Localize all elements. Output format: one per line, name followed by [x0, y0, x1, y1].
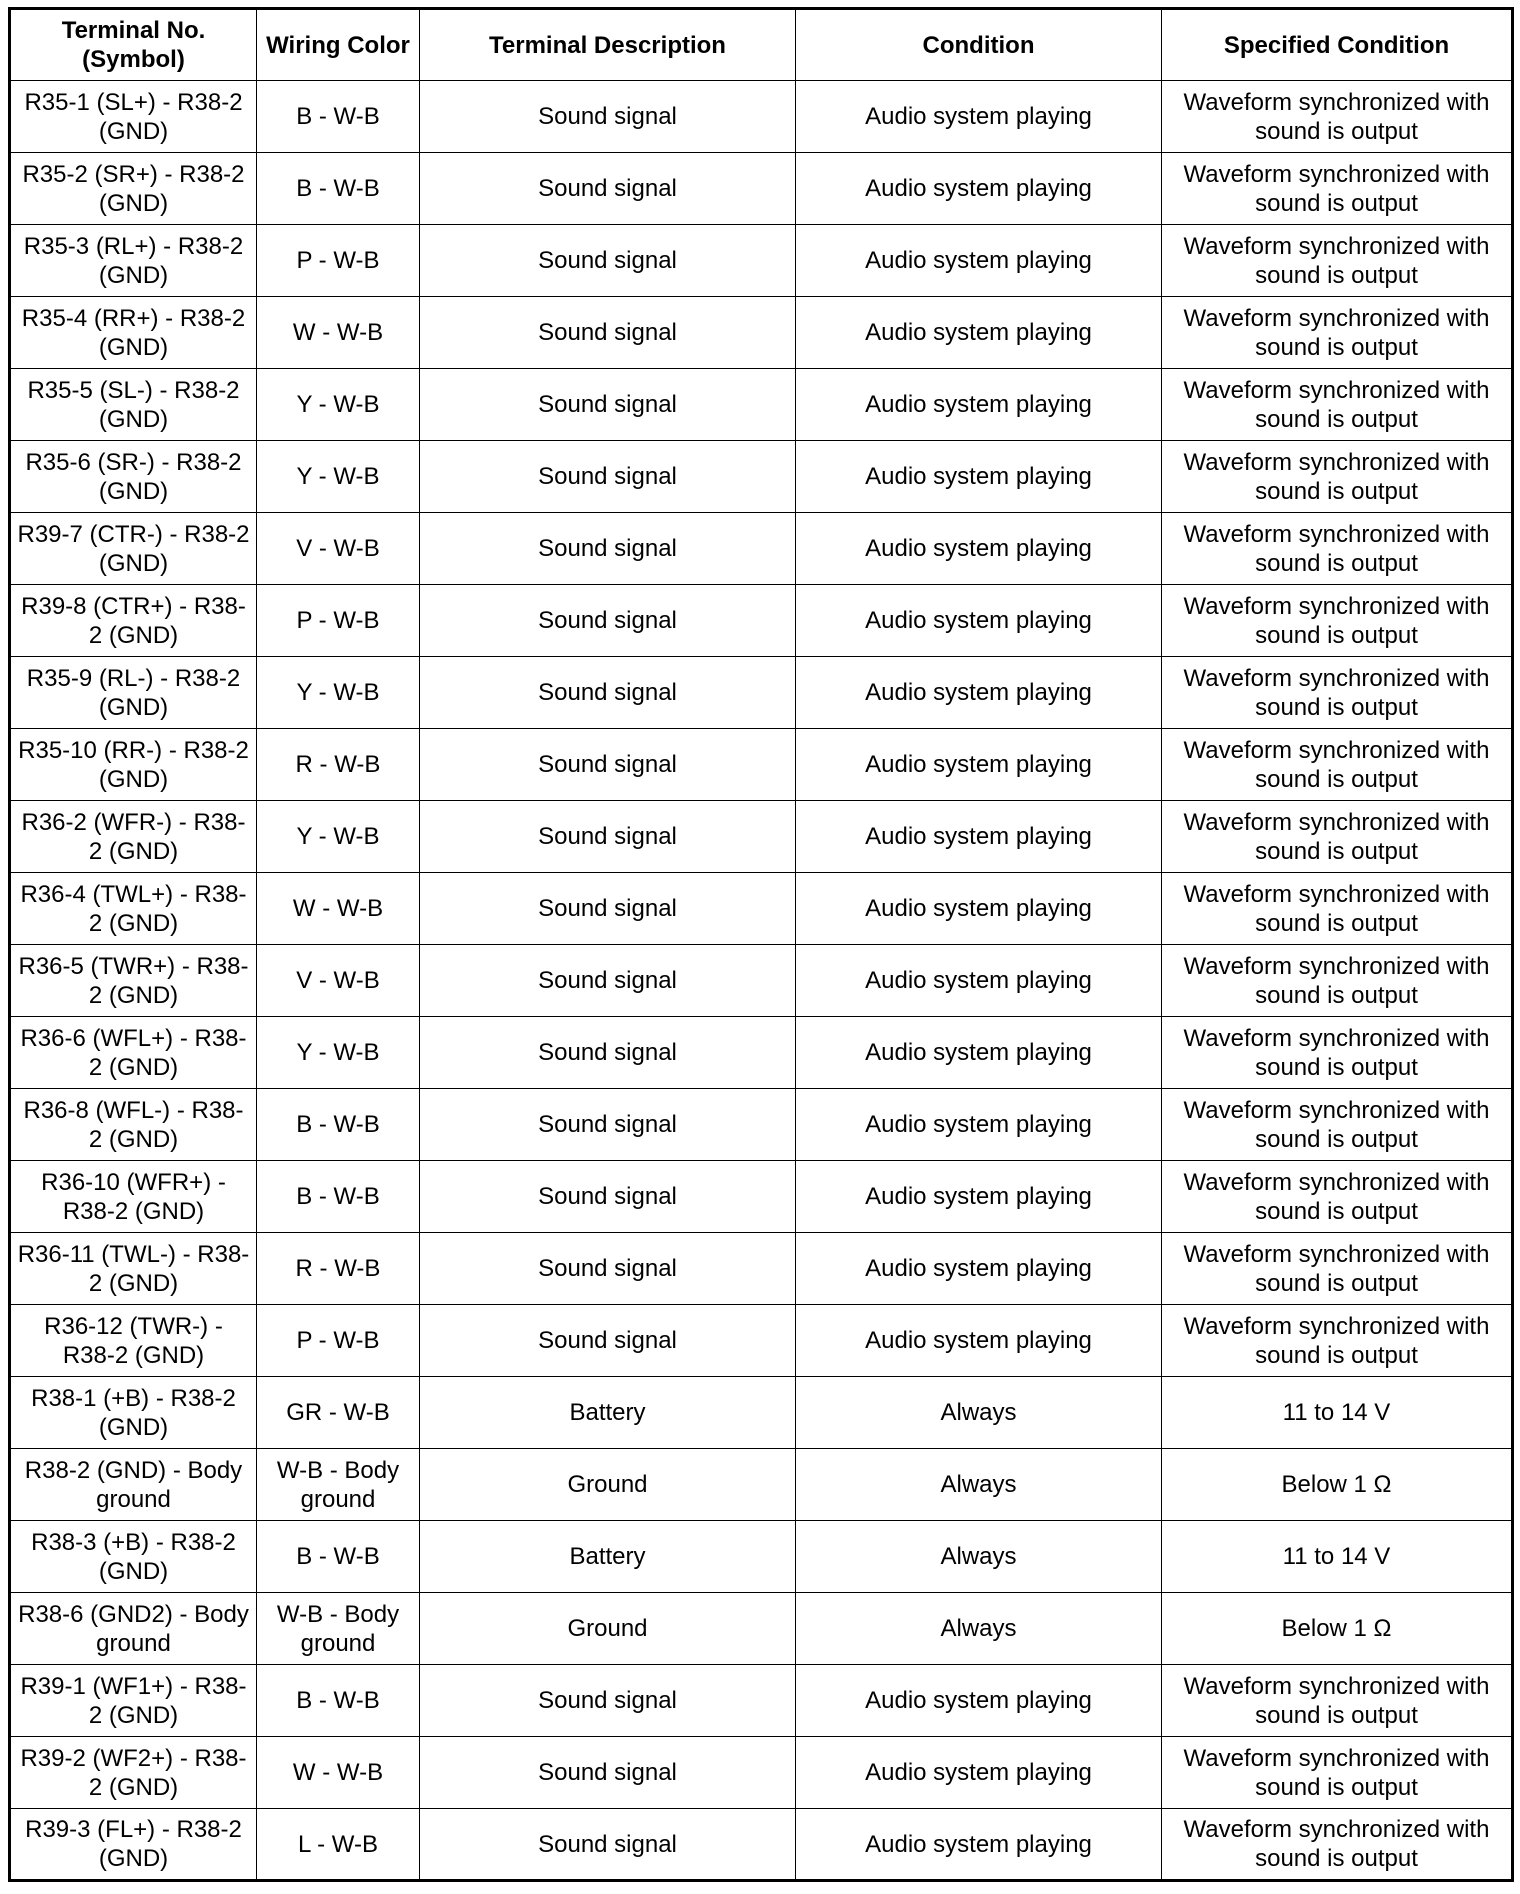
condition-cell: Audio system playing [796, 729, 1162, 801]
specified-condition-cell: Waveform synchronized with sound is output [1162, 1665, 1513, 1737]
condition-cell: Always [796, 1377, 1162, 1449]
wiring-color-cell: B - W-B [257, 1665, 420, 1737]
table-row [10, 585, 1513, 657]
condition-cell: Audio system playing [796, 513, 1162, 585]
specified-condition-cell: Waveform synchronized with sound is output [1162, 1809, 1513, 1881]
specified-condition-cell: Waveform synchronized with sound is output [1162, 873, 1513, 945]
terminal-description-cell: Sound signal [420, 297, 796, 369]
specified-condition-cell: Waveform synchronized with sound is output [1162, 945, 1513, 1017]
condition-cell: Audio system playing [796, 1809, 1162, 1881]
table-row [10, 1233, 1513, 1305]
specified-condition-cell: Below 1 Ω [1162, 1449, 1513, 1521]
terminal-no-cell: R35-2 (SR+) - R38-2 (GND) [10, 153, 257, 225]
terminal-description-cell: Sound signal [420, 945, 796, 1017]
wiring-color-cell: P - W-B [257, 225, 420, 297]
terminal-description-cell: Sound signal [420, 1809, 796, 1881]
condition-cell: Audio system playing [796, 873, 1162, 945]
terminal-description-cell: Battery [420, 1521, 796, 1593]
terminal-no-cell: R35-1 (SL+) - R38-2 (GND) [10, 81, 257, 153]
terminal-no-cell: R35-5 (SL-) - R38-2 (GND) [10, 369, 257, 441]
table-row [10, 1737, 1513, 1809]
terminal-no-cell: R38-2 (GND) - Body ground [10, 1449, 257, 1521]
terminal-no-cell: R36-10 (WFR+) - R38-2 (GND) [10, 1161, 257, 1233]
specified-condition-cell: Waveform synchronized with sound is output [1162, 585, 1513, 657]
terminal-no-cell: R39-7 (CTR-) - R38-2 (GND) [10, 513, 257, 585]
terminal-description-cell: Sound signal [420, 513, 796, 585]
terminal-description-cell: Ground [420, 1593, 796, 1665]
condition-cell: Audio system playing [796, 945, 1162, 1017]
condition-cell: Audio system playing [796, 1665, 1162, 1737]
specified-condition-cell: Waveform synchronized with sound is output [1162, 1233, 1513, 1305]
wiring-color-cell: Y - W-B [257, 1017, 420, 1089]
terminal-no-cell: R35-6 (SR-) - R38-2 (GND) [10, 441, 257, 513]
wiring-color-cell: R - W-B [257, 729, 420, 801]
terminal-no-cell: R39-2 (WF2+) - R38-2 (GND) [10, 1737, 257, 1809]
wiring-color-cell: W - W-B [257, 873, 420, 945]
table-row [10, 945, 1513, 1017]
terminal-description-cell: Sound signal [420, 873, 796, 945]
table-row [10, 729, 1513, 801]
terminal-no-cell: R36-8 (WFL-) - R38-2 (GND) [10, 1089, 257, 1161]
wiring-color-cell: Y - W-B [257, 657, 420, 729]
specified-condition-cell: Waveform synchronized with sound is output [1162, 369, 1513, 441]
terminal-description-cell: Sound signal [420, 729, 796, 801]
specified-condition-cell: 11 to 14 V [1162, 1377, 1513, 1449]
specified-condition-cell: Waveform synchronized with sound is output [1162, 1737, 1513, 1809]
header-wiring-color: Wiring Color [257, 9, 420, 81]
terminal-no-cell: R36-4 (TWL+) - R38-2 (GND) [10, 873, 257, 945]
table-row [10, 1305, 1513, 1377]
table-row [10, 1809, 1513, 1881]
condition-cell: Audio system playing [796, 369, 1162, 441]
table-row [10, 873, 1513, 945]
specified-condition-cell: Waveform synchronized with sound is output [1162, 729, 1513, 801]
table-row [10, 441, 1513, 513]
table-row [10, 1161, 1513, 1233]
terminal-no-cell: R36-12 (TWR-) - R38-2 (GND) [10, 1305, 257, 1377]
table-row [10, 1089, 1513, 1161]
terminal-no-cell: R35-3 (RL+) - R38-2 (GND) [10, 225, 257, 297]
table-row [10, 513, 1513, 585]
condition-cell: Audio system playing [796, 1305, 1162, 1377]
specified-condition-cell: Waveform synchronized with sound is output [1162, 657, 1513, 729]
header-terminal-no: Terminal No. (Symbol) [10, 9, 257, 81]
wiring-color-cell: GR - W-B [257, 1377, 420, 1449]
terminal-no-cell: R39-3 (FL+) - R38-2 (GND) [10, 1809, 257, 1881]
terminal-no-cell: R38-3 (+B) - R38-2 (GND) [10, 1521, 257, 1593]
table-row [10, 1377, 1513, 1449]
wiring-color-cell: Y - W-B [257, 441, 420, 513]
wiring-color-cell: B - W-B [257, 1161, 420, 1233]
specified-condition-cell: Below 1 Ω [1162, 1593, 1513, 1665]
terminal-no-cell: R38-6 (GND2) - Body ground [10, 1593, 257, 1665]
terminal-description-cell: Ground [420, 1449, 796, 1521]
condition-cell: Audio system playing [796, 81, 1162, 153]
wiring-color-cell: W - W-B [257, 1737, 420, 1809]
specified-condition-cell: Waveform synchronized with sound is output [1162, 153, 1513, 225]
wiring-color-cell: V - W-B [257, 513, 420, 585]
terminal-description-cell: Sound signal [420, 441, 796, 513]
terminal-no-cell: R38-1 (+B) - R38-2 (GND) [10, 1377, 257, 1449]
terminal-description-cell: Sound signal [420, 369, 796, 441]
specified-condition-cell: Waveform synchronized with sound is output [1162, 1161, 1513, 1233]
table-row [10, 1593, 1513, 1665]
terminal-description-cell: Sound signal [420, 153, 796, 225]
specified-condition-cell: 11 to 14 V [1162, 1521, 1513, 1593]
terminal-no-cell: R36-2 (WFR-) - R38-2 (GND) [10, 801, 257, 873]
specified-condition-cell: Waveform synchronized with sound is output [1162, 81, 1513, 153]
wiring-color-cell: B - W-B [257, 81, 420, 153]
terminal-description-cell: Sound signal [420, 1017, 796, 1089]
terminal-description-cell: Sound signal [420, 1233, 796, 1305]
condition-cell: Audio system playing [796, 1161, 1162, 1233]
table-row [10, 1017, 1513, 1089]
condition-cell: Audio system playing [796, 657, 1162, 729]
wiring-color-cell: W-B - Body ground [257, 1593, 420, 1665]
wiring-color-cell: P - W-B [257, 585, 420, 657]
terminal-no-cell: R36-6 (WFL+) - R38-2 (GND) [10, 1017, 257, 1089]
wiring-color-cell: R - W-B [257, 1233, 420, 1305]
specified-condition-cell: Waveform synchronized with sound is output [1162, 1017, 1513, 1089]
terminal-no-cell: R35-10 (RR-) - R38-2 (GND) [10, 729, 257, 801]
condition-cell: Audio system playing [796, 801, 1162, 873]
header-specified-condition: Specified Condition [1162, 9, 1513, 81]
terminal-description-cell: Sound signal [420, 1089, 796, 1161]
terminal-description-cell: Sound signal [420, 1737, 796, 1809]
wiring-color-cell: W-B - Body ground [257, 1449, 420, 1521]
condition-cell: Audio system playing [796, 1017, 1162, 1089]
wiring-color-cell: L - W-B [257, 1809, 420, 1881]
table-row [10, 297, 1513, 369]
wiring-color-cell: B - W-B [257, 1089, 420, 1161]
header-row [10, 9, 1513, 81]
condition-cell: Audio system playing [796, 585, 1162, 657]
table-row [10, 369, 1513, 441]
wiring-color-cell: P - W-B [257, 1305, 420, 1377]
table-row [10, 153, 1513, 225]
condition-cell: Audio system playing [796, 441, 1162, 513]
table-row [10, 1449, 1513, 1521]
terminal-description-cell: Battery [420, 1377, 796, 1449]
terminal-no-cell: R35-9 (RL-) - R38-2 (GND) [10, 657, 257, 729]
header-terminal-description: Terminal Description [420, 9, 796, 81]
wiring-color-cell: B - W-B [257, 153, 420, 225]
terminal-description-cell: Sound signal [420, 81, 796, 153]
wiring-color-cell: W - W-B [257, 297, 420, 369]
table-row [10, 657, 1513, 729]
terminal-description-cell: Sound signal [420, 225, 796, 297]
wiring-color-cell: Y - W-B [257, 369, 420, 441]
table-header [10, 9, 1513, 81]
specified-condition-cell: Waveform synchronized with sound is output [1162, 513, 1513, 585]
condition-cell: Audio system playing [796, 225, 1162, 297]
wiring-color-cell: V - W-B [257, 945, 420, 1017]
specified-condition-cell: Waveform synchronized with sound is output [1162, 1089, 1513, 1161]
wiring-color-cell: B - W-B [257, 1521, 420, 1593]
header-condition: Condition [796, 9, 1162, 81]
specified-condition-cell: Waveform synchronized with sound is output [1162, 297, 1513, 369]
terminal-inspection-table [8, 7, 1514, 1882]
condition-cell: Always [796, 1593, 1162, 1665]
terminal-no-cell: R36-11 (TWL-) - R38-2 (GND) [10, 1233, 257, 1305]
specified-condition-cell: Waveform synchronized with sound is output [1162, 801, 1513, 873]
terminal-no-cell: R39-8 (CTR+) - R38-2 (GND) [10, 585, 257, 657]
condition-cell: Audio system playing [796, 1737, 1162, 1809]
terminal-description-cell: Sound signal [420, 585, 796, 657]
wiring-color-cell: Y - W-B [257, 801, 420, 873]
condition-cell: Audio system playing [796, 297, 1162, 369]
condition-cell: Audio system playing [796, 1233, 1162, 1305]
terminal-no-cell: R36-5 (TWR+) - R38-2 (GND) [10, 945, 257, 1017]
specified-condition-cell: Waveform synchronized with sound is output [1162, 225, 1513, 297]
specified-condition-cell: Waveform synchronized with sound is output [1162, 441, 1513, 513]
table-row [10, 225, 1513, 297]
table-body [10, 81, 1513, 1881]
terminal-description-cell: Sound signal [420, 1161, 796, 1233]
condition-cell: Audio system playing [796, 1089, 1162, 1161]
terminal-description-cell: Sound signal [420, 657, 796, 729]
condition-cell: Always [796, 1449, 1162, 1521]
table-row [10, 1521, 1513, 1593]
terminal-no-cell: R39-1 (WF1+) - R38-2 (GND) [10, 1665, 257, 1737]
terminal-description-cell: Sound signal [420, 1305, 796, 1377]
table-row [10, 801, 1513, 873]
specified-condition-cell: Waveform synchronized with sound is output [1162, 1305, 1513, 1377]
terminal-description-cell: Sound signal [420, 1665, 796, 1737]
table-row [10, 81, 1513, 153]
terminal-no-cell: R35-4 (RR+) - R38-2 (GND) [10, 297, 257, 369]
terminal-description-cell: Sound signal [420, 801, 796, 873]
table-row [10, 1665, 1513, 1737]
condition-cell: Always [796, 1521, 1162, 1593]
condition-cell: Audio system playing [796, 153, 1162, 225]
